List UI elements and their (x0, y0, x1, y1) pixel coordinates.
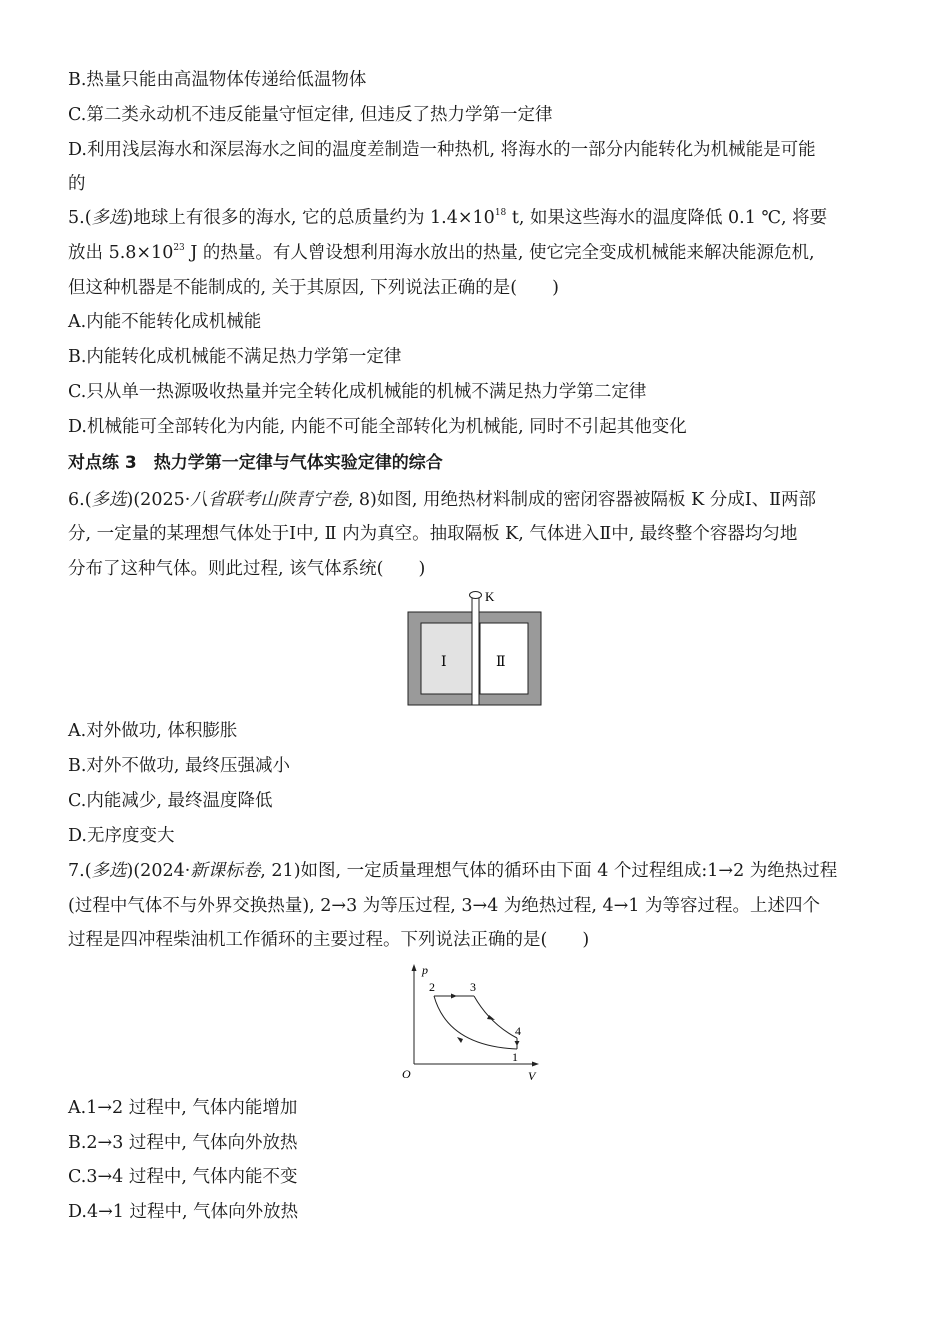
q6-source: 八省联考山陕青宁卷 (190, 490, 348, 510)
v-axis-label: V (528, 1069, 536, 1083)
q7-option-a: A.1→2 过程中, 气体内能增加 (68, 1098, 298, 1118)
q4-option-d-line2: 的 (68, 174, 86, 194)
point-1-label: 1 (512, 1050, 518, 1064)
partition-k-label: K (485, 589, 495, 604)
q6-stem-line3: 分布了这种气体。则此过程, 该气体系统( ) (68, 559, 426, 579)
q6-option-d: D.无序度变大 (68, 826, 175, 846)
section-heading: 对点练 3 热力学第一定律与气体实验定律的综合 (68, 453, 443, 473)
chamber-one-label: Ⅰ (441, 655, 447, 670)
q7-option-b: B.2→3 过程中, 气体向外放热 (68, 1133, 298, 1153)
q5-option-b: B.内能转化成机械能不满足热力学第一定律 (68, 347, 402, 367)
partition-handle (470, 592, 482, 599)
q5-option-a: A.内能不能转化成机械能 (68, 312, 262, 332)
q6-option-b: B.对外不做功, 最终压强减小 (68, 756, 291, 776)
q7-option-c: C.3→4 过程中, 气体内能不变 (68, 1167, 298, 1187)
cycle-1-2-curve (434, 996, 517, 1049)
q7-stem-line2: (过程中气体不与外界交换热量), 2→3 为等压过程, 3→4 为绝热过程, 4→1 为等容过程。上述四个 (68, 896, 821, 916)
q5-tag: 多选 (91, 208, 127, 228)
q6-option-c: C.内能减少, 最终温度降低 (68, 791, 273, 811)
q4-option-b: B.热量只能由高温物体传递给低温物体 (68, 70, 367, 90)
chamber-one (421, 623, 474, 694)
q7-stem-line3: 过程是四冲程柴油机工作循环的主要过程。下列说法正确的是( ) (68, 930, 590, 950)
q5-exponent-1: 18 (494, 208, 507, 218)
q5-stem-line2: 放出 $5.8\times 10^{23}$ J 的热量。有人曾设想利用海水放出的热量, 使它完全变成机械能来解决能源危机, (68, 243, 815, 263)
v-axis-arrow (532, 1062, 539, 1067)
point-3-label: 3 (470, 980, 476, 994)
origin-label: O (402, 1067, 411, 1081)
q7-stem-line1: 7.(多选)(2024·新课标卷, 21)如图, 一定质量理想气体的循环由下面 4 个过程组成:1→2 为绝热过程 (68, 861, 838, 881)
q7-tag: 多选 (91, 861, 127, 881)
chamber-two-label: Ⅱ (496, 655, 506, 670)
q6-tag: 多选 (91, 490, 127, 510)
p-axis-arrow (412, 964, 417, 971)
q7-source: 新课标卷 (190, 861, 261, 881)
point-4-label: 4 (515, 1024, 521, 1038)
arrow-2-3 (451, 994, 457, 999)
q5-stem-line1: 5.(多选)地球上有很多的海水, 它的总质量约为 $1.4\times 10^{18}$ t, 如果这些海水的温度降低 0.1 ℃, 将要 (68, 208, 828, 228)
q6-container-figure (400, 588, 550, 710)
q6-option-a: A.对外做功, 体积膨胀 (68, 721, 238, 741)
q5-exponent-2: 23 (173, 243, 185, 253)
q4-option-d-line1: D.利用浅层海水和深层海水之间的温度差制造一种热机, 将海水的一部分内能转化为机械能是可能 (68, 140, 816, 160)
q5-option-d: D.机械能可全部转化为内能, 内能不可能全部转化为机械能, 同时不引起其他变化 (68, 417, 687, 437)
q7-pv-diagram (400, 960, 550, 1088)
q6-stem-line2: 分, 一定量的某理想气体处于Ⅰ中, Ⅱ 内为真空。抽取隔板 K, 气体进入Ⅱ中, 最终整个容器均匀地 (68, 524, 798, 544)
p-axis-label: p (422, 963, 428, 977)
q5-stem-line3: 但这种机器是不能制成的, 关于其原因, 下列说法正确的是( ) (68, 278, 559, 298)
point-2-label: 2 (429, 980, 435, 994)
arrow-1-2 (457, 1037, 463, 1043)
q4-option-c: C.第二类永动机不违反能量守恒定律, 但违反了热力学第一定律 (68, 105, 553, 125)
partition-k (472, 596, 479, 705)
q6-stem-line1: 6.(多选)(2025·八省联考山陕青宁卷, 8)如图, 用绝热材料制成的密闭容器被隔板 K 分成Ⅰ、Ⅱ两部 (68, 490, 817, 510)
arrow-4-1 (515, 1041, 520, 1046)
q5-option-c: C.只从单一热源吸收热量并完全转化成机械能的机械不满足热力学第二定律 (68, 382, 647, 402)
cycle-3-4-curve (474, 996, 517, 1038)
q7-option-d: D.4→1 过程中, 气体向外放热 (68, 1202, 299, 1222)
